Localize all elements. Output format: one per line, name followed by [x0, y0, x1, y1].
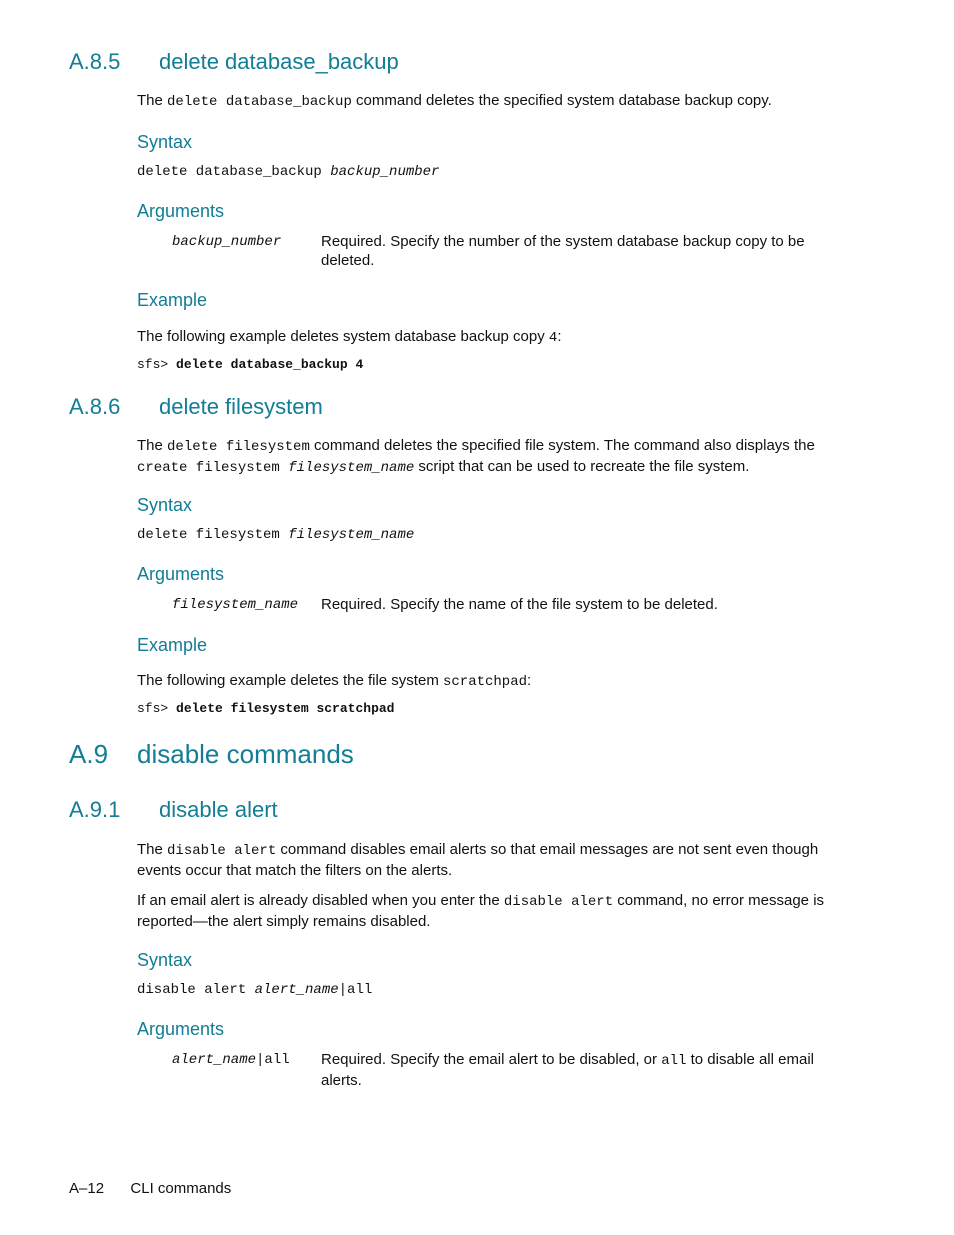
paragraph: The following example deletes the file system scratchpad:: [137, 672, 532, 690]
section-number: A.8.6: [69, 394, 121, 419]
section-title: disable commands: [137, 739, 354, 769]
argument-name: alert_name|all: [172, 1052, 290, 1068]
inline-code: 4: [548, 330, 558, 346]
section-title: delete filesystem: [159, 394, 323, 419]
footer-section: CLI commands: [130, 1180, 232, 1197]
section-number: A.9: [69, 739, 109, 769]
subheading-example: Example: [137, 290, 208, 310]
syntax-line: delete database_backup backup_number: [137, 164, 440, 180]
section-title: disable alert: [159, 797, 278, 822]
argument-description: Required. Specify the number of the system database backup copy to be deleted.: [321, 233, 805, 269]
paragraph: The disable alert command disables email alerts so that email messages are not sent even though events occur that match the filters on the alerts.: [137, 841, 819, 879]
subheading-syntax: Syntax: [137, 495, 193, 515]
page-footer: [69, 1180, 231, 1197]
paragraph: If an email alert is already disabled when you enter the disable alert command, no error message is reported—the alert simply remains disabled.: [137, 892, 825, 930]
argument-description: Required. Specify the email alert to be disabled, or all to disable all email alerts.: [321, 1051, 814, 1089]
section-title: delete database_backup: [159, 49, 399, 74]
paragraph: The delete database_backup command deletes the specified system database backup copy.: [137, 92, 772, 110]
inline-code: delete database_backup: [167, 94, 352, 110]
inline-code: delete filesystem: [167, 439, 310, 455]
section-heading-a85: [69, 49, 669, 79]
syntax-line: delete filesystem filesystem_name: [137, 527, 415, 543]
section-heading-a91: [69, 797, 669, 827]
inline-code: all: [661, 1053, 687, 1069]
argument-name: filesystem_name: [172, 597, 299, 613]
inline-code: scratchpad: [442, 674, 527, 690]
subheading-syntax: Syntax: [137, 950, 193, 970]
inline-code: disable alert: [503, 894, 614, 910]
code-example: sfs> delete filesystem scratchpad: [137, 701, 395, 716]
argument-description: Required. Specify the name of the file system to be deleted.: [321, 596, 718, 613]
section-number: A.9.1: [69, 797, 121, 822]
chapter-heading-a9: [69, 739, 669, 773]
inline-code: disable alert: [167, 843, 277, 859]
prompt: sfs>: [137, 701, 169, 716]
paragraph: The following example deletes system database backup copy 4:: [137, 328, 562, 346]
subheading-arguments: Arguments: [137, 564, 225, 584]
paragraph: The delete filesystem command deletes the specified file system. The command also displays the create filesystem filesystem_name script that can be used to recreate the file system.: [137, 437, 815, 476]
subheading-example: Example: [137, 635, 208, 655]
prompt: sfs>: [137, 357, 169, 372]
subheading-syntax: Syntax: [137, 132, 193, 152]
subheading-arguments: Arguments: [137, 1019, 225, 1039]
page-number: A–12: [69, 1180, 105, 1197]
inline-code: create filesystem: [137, 460, 289, 476]
subheading-arguments: Arguments: [137, 201, 225, 221]
section-number: A.8.5: [69, 49, 121, 74]
section-heading-a86: [69, 394, 669, 424]
code-example: sfs> delete database_backup 4: [137, 357, 364, 372]
syntax-line: disable alert alert_name|all: [137, 982, 373, 998]
argument-name: backup_number: [172, 234, 282, 250]
